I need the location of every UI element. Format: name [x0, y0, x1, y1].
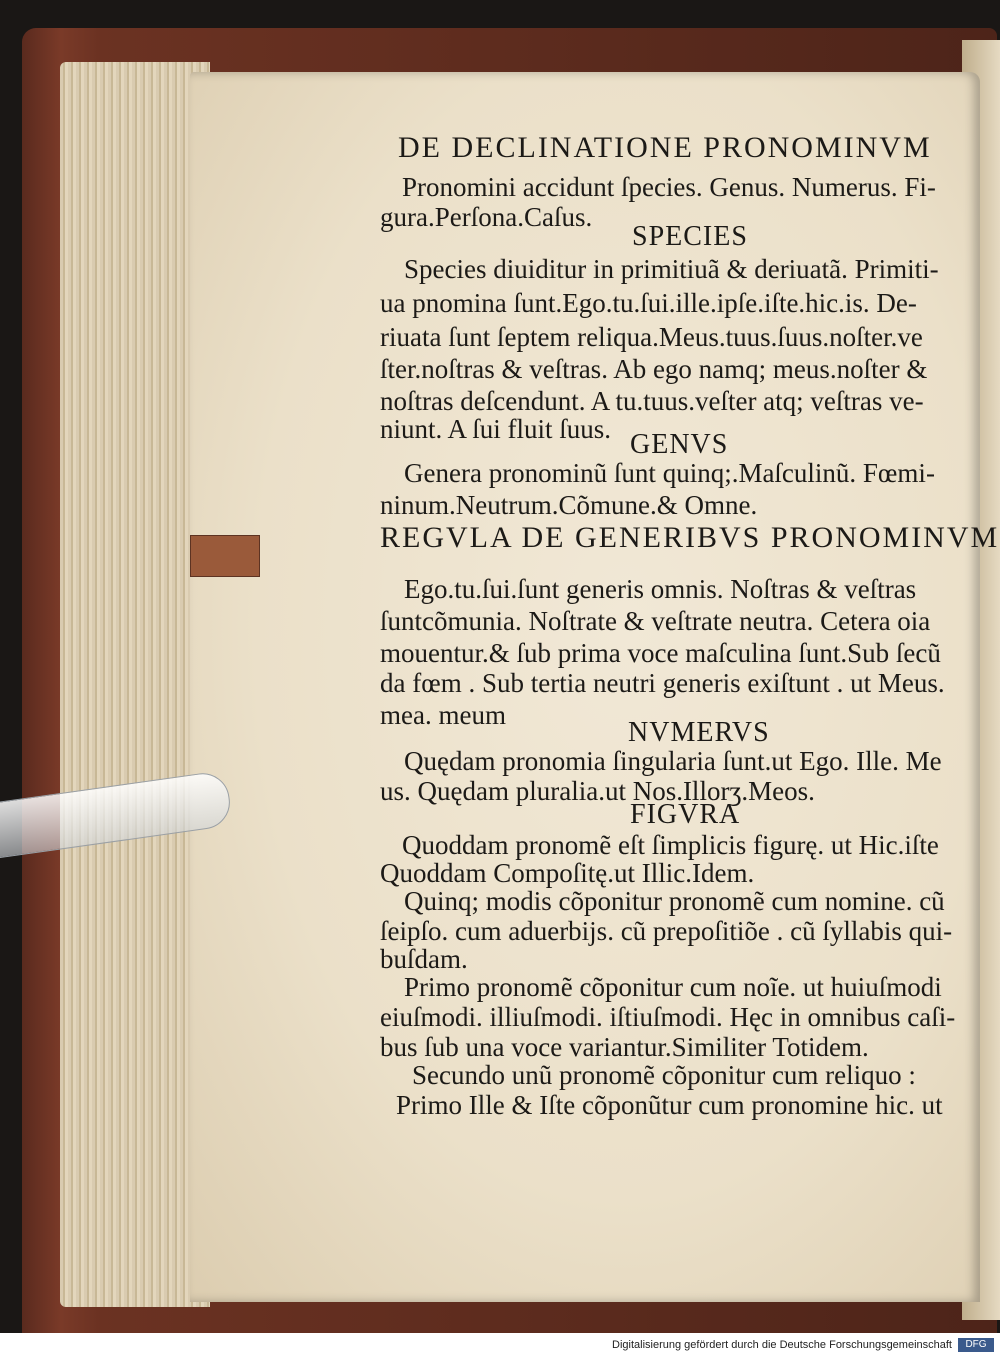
text-line: Quoddam Compoſitę.ut Illic.Idem.	[380, 858, 755, 888]
text-line: Quoddam pronomẽ eſt ſimplicis figurę. ut Hic.iſte	[402, 830, 939, 860]
heading-regula: REGVLA DE GENERIBVS PRONOMINVM	[380, 521, 1000, 554]
text-line: Quinq; modis cõponitur pronomẽ cum nomine. cũ	[404, 886, 945, 916]
text-line: noſtras deſcendunt. A tu.tuus.veſter atq; veſtras ve-	[380, 386, 924, 416]
section-title-genus: GENVS	[630, 429, 729, 460]
text-line: Species diuiditur in primitiuã & deriuatã. Primiti-	[404, 254, 939, 284]
text-line: ſeipſo. cum aduerbijs. cũ prepoſitiõe . cũ ſyllabis qui-	[380, 916, 953, 946]
dfg-logo: DFG	[958, 1338, 994, 1352]
text-line: Pronomini accidunt ſpecies. Genus. Numerus. Fi-	[402, 172, 936, 202]
text-line: riuata ſunt ſeptem reliqua.Meus.tuus.ſuus.noſter.ve	[380, 322, 923, 352]
text-line: Ego.tu.ſui.ſunt generis omnis. Noſtras & veſtras	[404, 574, 917, 604]
section-title-species: SPECIES	[632, 221, 748, 252]
text-line: da fœm . Sub tertia neutri generis exiſtunt . ut Meus.	[380, 668, 945, 698]
text-line: gura.Perſona.Caſus.	[380, 202, 593, 232]
text-line: mouentur.& ſub prima voce maſculina ſunt.Sub ſecũ	[380, 638, 941, 668]
text-line: niunt. A ſui fluit ſuus.	[380, 414, 612, 444]
section-title-numerus: NVMERVS	[628, 717, 770, 748]
text-line: bus ſub una voce variantur.Similiter Totidem.	[380, 1032, 869, 1062]
footer-bar	[0, 1333, 1000, 1358]
text-line: ſter.noſtras & veſtras. Ab ego namq; meus.noſter &	[380, 354, 928, 384]
heading: DE DECLINATIONE PRONOMINVM	[398, 131, 932, 164]
text-line: ua pnomina ſunt.Ego.tu.ſui.ille.ipſe.iſte.hic.is. De-	[380, 288, 917, 318]
funding-notice: Digitalisierung gefördert durch die Deutsche Forschungsgemeinschaft	[612, 1339, 952, 1351]
text-line: mea. meum	[380, 700, 506, 730]
text-line: Primo pronomẽ cõponitur cum noĩe. ut huiuſmodi	[404, 972, 942, 1002]
text-line: buſdam.	[380, 944, 468, 974]
text-line: us. Quędam pluralia.ut Nos.Illorʒ.Meos.	[380, 776, 815, 806]
text-line: Secundo unũ pronomẽ cõponitur cum reliquo :	[412, 1060, 916, 1090]
text-line: Quędam pronomia ſingularia ſunt.ut Ego. Ille. Me	[404, 746, 942, 776]
text-line: Primo Ille & Iſte cõponũtur cum pronomine hic. ut	[396, 1090, 943, 1120]
section-title-figura: FIGVRA	[630, 799, 741, 830]
text-line: ſuntcõmunia. Noſtrate & veſtrate neutra. Cetera oia	[380, 606, 931, 636]
text-line: eiuſmodi. illiuſmodi. iſtiuſmodi. Hęc in omnibus caſi-	[380, 1002, 956, 1032]
text-line: Genera pronominũ ſunt quinq;.Maſculinũ. Fœmi-	[404, 458, 935, 488]
text-line: ninum.Neutrum.Cõmune.& Omne.	[380, 490, 758, 520]
